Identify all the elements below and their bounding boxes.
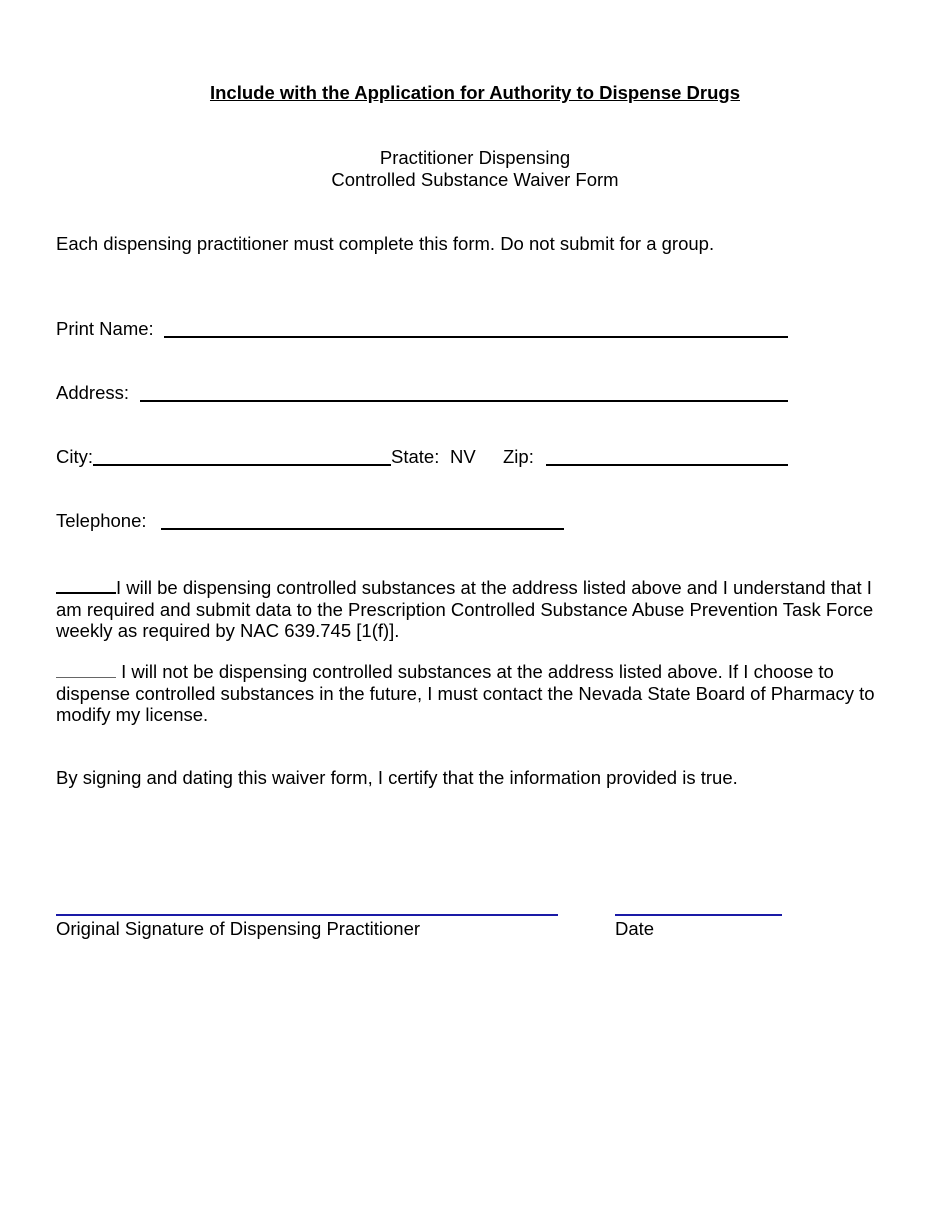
address-field[interactable] — [140, 400, 788, 402]
not-dispensing-option-text: I will not be dispensing controlled substances at the address listed above. If I choose to dispense controlled substances in the future, I must contact the Nevada State Board of Pharmacy to modify my license. — [56, 661, 875, 725]
signature-label: Original Signature of Dispensing Practitioner — [56, 918, 421, 939]
form-title-line2: Controlled Substance Waiver Form — [331, 169, 619, 190]
signature-field[interactable] — [56, 914, 558, 916]
form-title-line1: Practitioner Dispensing — [379, 147, 571, 168]
certification-text: By signing and dating this waiver form, I certify that the information provided is true. — [56, 767, 738, 788]
not-dispensing-option-blank[interactable] — [56, 659, 116, 678]
telephone-field[interactable] — [161, 528, 564, 530]
dispensing-option-text: I will be dispensing controlled substances at the address listed above and I understand that I am required and submit data to the Prescription Controlled Substance Abuse Prevention Task Force weekly as required by NAC 639.745 [1(f)]. — [56, 577, 874, 641]
state-label: State: — [391, 446, 440, 467]
address-label: Address: — [56, 382, 130, 403]
city-label: City: — [56, 446, 93, 467]
zip-field[interactable] — [546, 464, 788, 466]
date-field[interactable] — [615, 914, 782, 916]
dispensing-option-blank[interactable] — [56, 574, 116, 594]
instruction-heading: Include with the Application for Authority to Dispense Drugs — [209, 82, 740, 103]
dispensing-option — [56, 574, 886, 642]
state-value: NV — [450, 446, 476, 467]
date-label: Date — [615, 918, 655, 939]
print-name-label: Print Name: — [56, 318, 154, 339]
not-dispensing-option — [56, 659, 886, 726]
telephone-label: Telephone: — [56, 510, 147, 531]
print-name-field[interactable] — [164, 336, 788, 338]
city-field[interactable] — [93, 464, 391, 466]
zip-label: Zip: — [503, 446, 534, 467]
intro-text: Each dispensing practitioner must complete this form. Do not submit for a group. — [56, 233, 715, 254]
